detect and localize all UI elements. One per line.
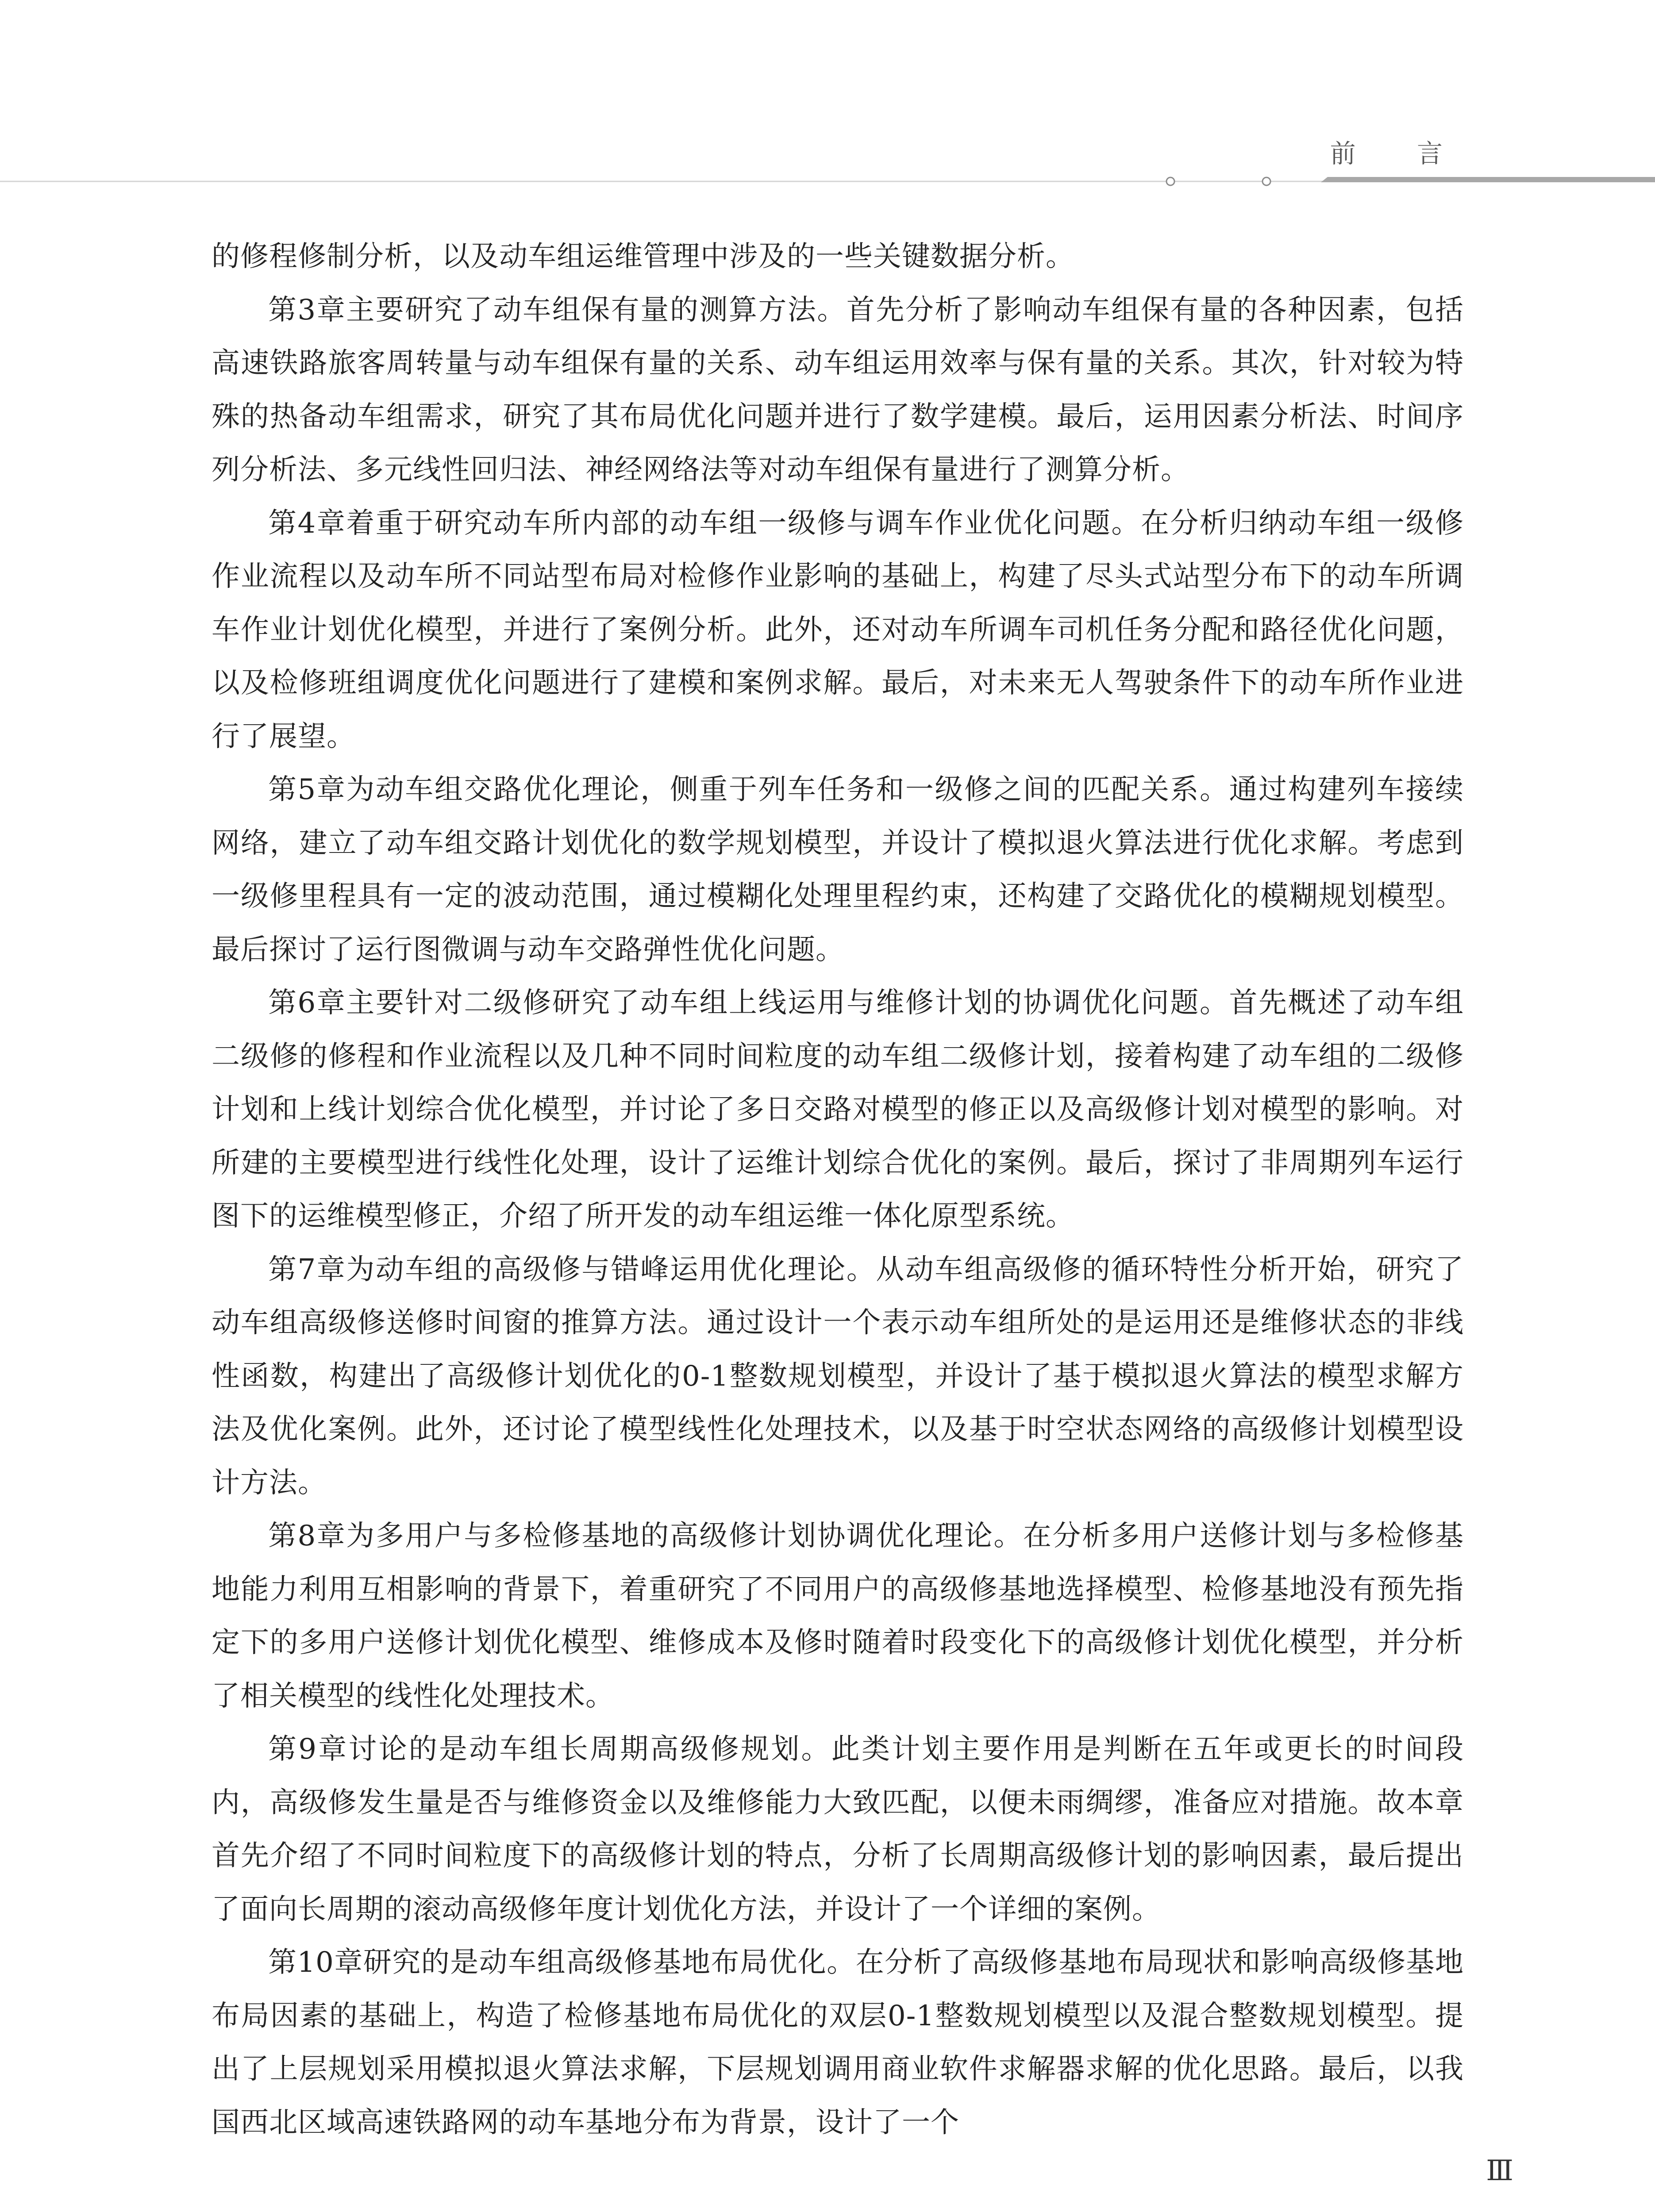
paragraph-chapter-3: 第3章主要研究了动车组保有量的测算方法。首先分析了影响动车组保有量的各种因素，包括高速铁路旅客周转量与动车组保有量的关系、动车组运用效率与保有量的关系。其次，针对较为特殊的热备动车组需求，研究了其布局优化问题并进行了数学建模。最后，运用因素分析法、时间序列分析法、多元线性回归法、神经网络法等对动车组保有量进行了测算分析。 <box>212 293 1464 486</box>
paragraph-continuation: 的修程修制分析，以及动车组运维管理中涉及的一些关键数据分析。 <box>212 240 1074 273</box>
paragraph-chapter-8: 第8章为多用户与多检修基地的高级修计划协调优化理论。在分析多用户送修计划与多检修基地能力利用互相影响的背景下，着重研究了不同用户的高级修基地选择模型、检修基地没有预先指定下的多用户送修计划优化模型、维修成本及修时随着时段变化下的高级修计划优化模型，并分析了相关模型的线性化处理技术。 <box>212 1520 1464 1713</box>
page-number: Ⅲ <box>1486 2154 1513 2187</box>
paragraph-chapter-7: 第7章为动车组的高级修与错峰运用优化理论。从动车组高级修的循环特性分析开始，研究了动车组高级修送修时间窗的推算方法。通过设计一个表示动车组所处的是运用还是维修状态的非线性函数，构建出了高级修计划优化的0-1整数规划模型，并设计了基于模拟退火算法的模型求解方法及优化案例。此外，还讨论了模型线性化处理技术，以及基于时空状态网络的高级修计划模型设计方法。 <box>212 1253 1464 1499</box>
header-rule-thick-band <box>1321 177 1655 182</box>
paragraph-chapter-10: 第10章研究的是动车组高级修基地布局优化。在分析了高级修基地布局现状和影响高级修基地布局因素的基础上，构造了检修基地布局优化的双层0-1整数规划模型以及混合整数规划模型。提出了上层规划采用模拟退火算法求解，下层规划调用商业软件求解器求解的优化思路。最后，以我国西北区域高速铁路网的动车基地分布为背景，设计了一个 <box>212 1946 1464 2139</box>
paragraph-chapter-4: 第4章着重于研究动车所内部的动车组一级修与调车作业优化问题。在分析归纳动车组一级修作业流程以及动车所不同站型布局对检修作业影响的基础上，构建了尽头式站型分布下的动车所调车作业计划优化模型，并进行了案例分析。此外，还对动车所调车司机任务分配和路径优化问题，以及检修班组调度优化问题进行了建模和案例求解。最后，对未来无人驾驶条件下的动车所作业进行了展望。 <box>212 507 1464 753</box>
paragraph-chapter-5: 第5章为动车组交路优化理论，侧重于列车任务和一级修之间的匹配关系。通过构建列车接续网络，建立了动车组交路计划优化的数学规划模型，并设计了模拟退火算法进行优化求解。考虑到一级修里程具有一定的波动范围，通过模糊化处理里程约束，还构建了交路优化的模糊规划模型。最后探讨了运行图微调与动车交路弹性优化问题。 <box>212 773 1464 966</box>
header-rule-dot-left <box>1166 177 1174 185</box>
header-rule <box>0 176 1655 194</box>
body-text <box>212 230 1464 2149</box>
paragraph-chapter-6: 第6章主要针对二级修研究了动车组上线运用与维修计划的协调优化问题。首先概述了动车组二级修的修程和作业流程以及几种不同时间粒度的动车组二级修计划，接着构建了动车组的二级修计划和上线计划综合优化模型，并讨论了多日交路对模型的修正以及高级修计划对模型的影响。对所建的主要模型进行线性化处理，设计了运维计划综合优化的案例。最后，探讨了非周期列车运行图下的运维模型修正，介绍了所开发的动车组运维一体化原型系统。 <box>212 987 1464 1233</box>
running-header-title: 前 言 <box>1330 138 1469 169</box>
header-rule-dot-right <box>1262 177 1270 185</box>
paragraph-chapter-9: 第9章讨论的是动车组长周期高级修规划。此类计划主要作用是判断在五年或更长的时间段内，高级修发生量是否与维修资金以及维修能力大致匹配，以便未雨绸缪，准备应对措施。故本章首先介绍了不同时间粒度下的高级修计划的特点，分析了长周期高级修计划的影响因素，最后提出了面向长周期的滚动高级修年度计划优化方法，并设计了一个详细的案例。 <box>212 1733 1464 1926</box>
